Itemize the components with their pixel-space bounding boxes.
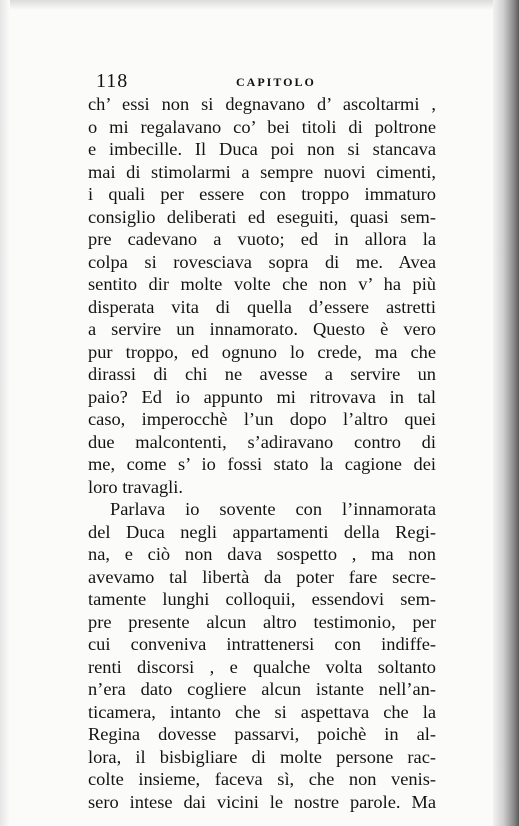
text-line: mai di stimolarmi a sempre nuovi cimenti, <box>88 161 436 182</box>
text-line: avevamo tal libertà da poter fare secre- <box>88 566 436 587</box>
text-line: a servire un innamorato. Questo è vero <box>88 319 436 339</box>
text-line: ticamera, intanto che si aspettava che la <box>88 701 436 722</box>
text-line: due malcontenti, s’adiravano contro di <box>88 431 436 452</box>
text-line: pre presente alcun altro testimonio, per <box>88 611 436 632</box>
body-text <box>88 93 436 813</box>
text-line: me, come s’ io fossi stato la cagione dei <box>88 454 436 474</box>
text-line: disperata vita di quella d’essere astretti <box>88 296 436 317</box>
page-number: 118 <box>96 70 129 92</box>
page-header <box>96 70 436 92</box>
text-line: consiglio deliberati ed eseguiti, quasi sem- <box>88 206 436 227</box>
page-left-shadow <box>0 0 10 826</box>
text-line: Parlava io sovente con l’innamorata <box>110 499 436 519</box>
text-line: dirassi di chi ne avesse a servire un <box>88 364 436 384</box>
text-line: sero intese dai vicini le nostre parole. Ma <box>88 791 436 812</box>
text-line: pre cadevano a vuoto; ed in allora la <box>88 229 436 249</box>
text-line: colpa si rovesciava sopra di me. Avea <box>88 251 436 272</box>
page-binding-shadow <box>493 0 519 826</box>
text-line: ch’ essi non si degnavano d’ ascoltarmi , <box>88 94 436 114</box>
text-line: loro travagli. <box>88 476 183 497</box>
text-line: del Duca negli appartamenti della Regi- <box>88 521 436 542</box>
text-line: n’era dato cogliere alcun istante nell’an- <box>88 679 436 699</box>
text-line: na, e ciò non dava sospetto , ma non <box>88 544 436 564</box>
text-line: tamente lunghi colloquii, essendovi sem- <box>88 589 436 609</box>
text-line: o mi regalavano co’ bei titoli di poltrone <box>88 116 436 137</box>
text-line: lora, il bisbigliare di molte persone rac- <box>88 746 436 767</box>
text-line: renti discorsi , e qualche volta soltanto <box>88 656 436 677</box>
text-line: cui conveniva intrattenersi con indiffe- <box>88 634 436 654</box>
text-line: Regina dovesse passarvi, poichè in al- <box>88 724 436 744</box>
text-line: colte insieme, faceva sì, che non venis- <box>88 769 436 789</box>
text-line: caso, imperocchè l’un dopo l’altro quei <box>88 409 436 429</box>
text-line: pur troppo, ed ognuno lo crede, ma che <box>88 341 436 362</box>
text-line: paio? Ed io appunto mi ritrovava in tal <box>88 386 436 407</box>
text-line: sentito dir molte volte che non v’ ha più <box>88 274 436 294</box>
text-line: i quali per essere con troppo immaturo <box>88 184 436 204</box>
page-top-shadow <box>0 0 519 10</box>
text-line: e imbecille. Il Duca poi non si stancava <box>88 139 436 159</box>
running-head: CAPITOLO <box>236 75 316 89</box>
